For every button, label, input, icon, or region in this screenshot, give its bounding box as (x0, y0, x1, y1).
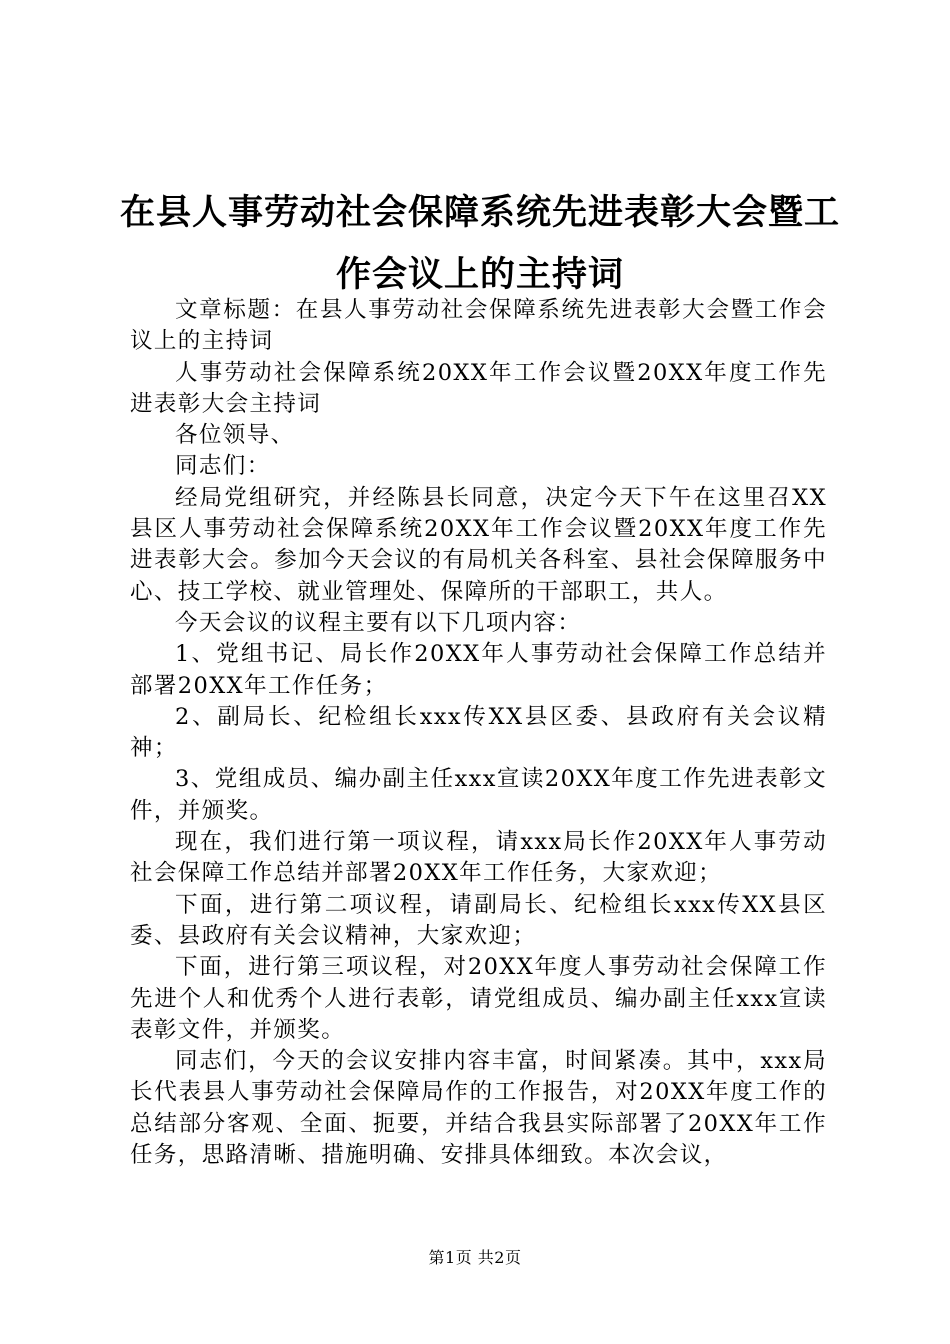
paragraph-agenda-intro: 今天会议的议程主要有以下几项内容： (175, 609, 582, 636)
paragraph-greeting-leaders: 各位领导、 (175, 422, 295, 449)
paragraph-third-item: 下面，进行第三项议程，对20XX年度人事劳动社会保障工作先进个人和优秀个人进行表彰，请党组成员、编办副主任xxx宣读表彰文件，并颁奖。 (130, 954, 827, 1043)
title-line-1: 在县人事劳动社会保障系统先进表彰大会暨工 (120, 193, 841, 233)
title-line-2: 作会议上的主持词 (335, 255, 624, 295)
paragraph-agenda-item-2: 2、副局长、纪检组长xxx传XX县区委、县政府有关会议精神； (130, 703, 827, 762)
document-title (120, 182, 840, 306)
paragraph-opening: 经局党组研究，并经陈县长同意，决定今天下午在这里召XX县区人事劳动社会保障系统20XX年工作会议暨20XX年度工作先进表彰大会。参加今天会议的有局机关各科室、县社会保障服务中心、技工学校、就业管理处、保障所的干部职工，共人。 (130, 484, 827, 605)
paragraph-agenda-item-3: 3、党组成员、编办副主任xxx宣读20XX年度工作先进表彰文件，并颁奖。 (130, 766, 827, 824)
page-number-footer: 第1页 共2页 (428, 1248, 522, 1267)
paragraph-subtitle: 人事劳动社会保障系统20XX年工作会议暨20XX年度工作先进表彰大会主持词 (130, 359, 827, 417)
paragraph-summary: 同志们，今天的会议安排内容丰富，时间紧凑。其中，xxx局长代表县人事劳动社会保障局作的工作报告，对20XX年度工作的总结部分客观、全面、扼要，并结合我县实际部署了20XX年工作任务，思路清晰、措施明确、安排具体细致。本次会议， (130, 1048, 827, 1169)
paragraph-greeting-comrades: 同志们： (175, 453, 271, 480)
paragraph-first-item: 现在，我们进行第一项议程，请xxx局长作20XX年人事劳动社会保障工作总结并部署20XX年工作任务，大家欢迎； (130, 829, 827, 887)
document-body (130, 295, 827, 1171)
paragraph-article-title: 文章标题：在县人事劳动社会保障系统先进表彰大会暨工作会议上的主持词 (130, 297, 827, 355)
paragraph-agenda-item-1: 1、党组书记、局长作20XX年人事劳动社会保障工作总结并部署20XX年工作任务； (130, 641, 827, 699)
paragraph-second-item: 下面，进行第二项议程，请副局长、纪检组长xxx传XX县区委、县政府有关会议精神，大家欢迎； (130, 891, 827, 949)
